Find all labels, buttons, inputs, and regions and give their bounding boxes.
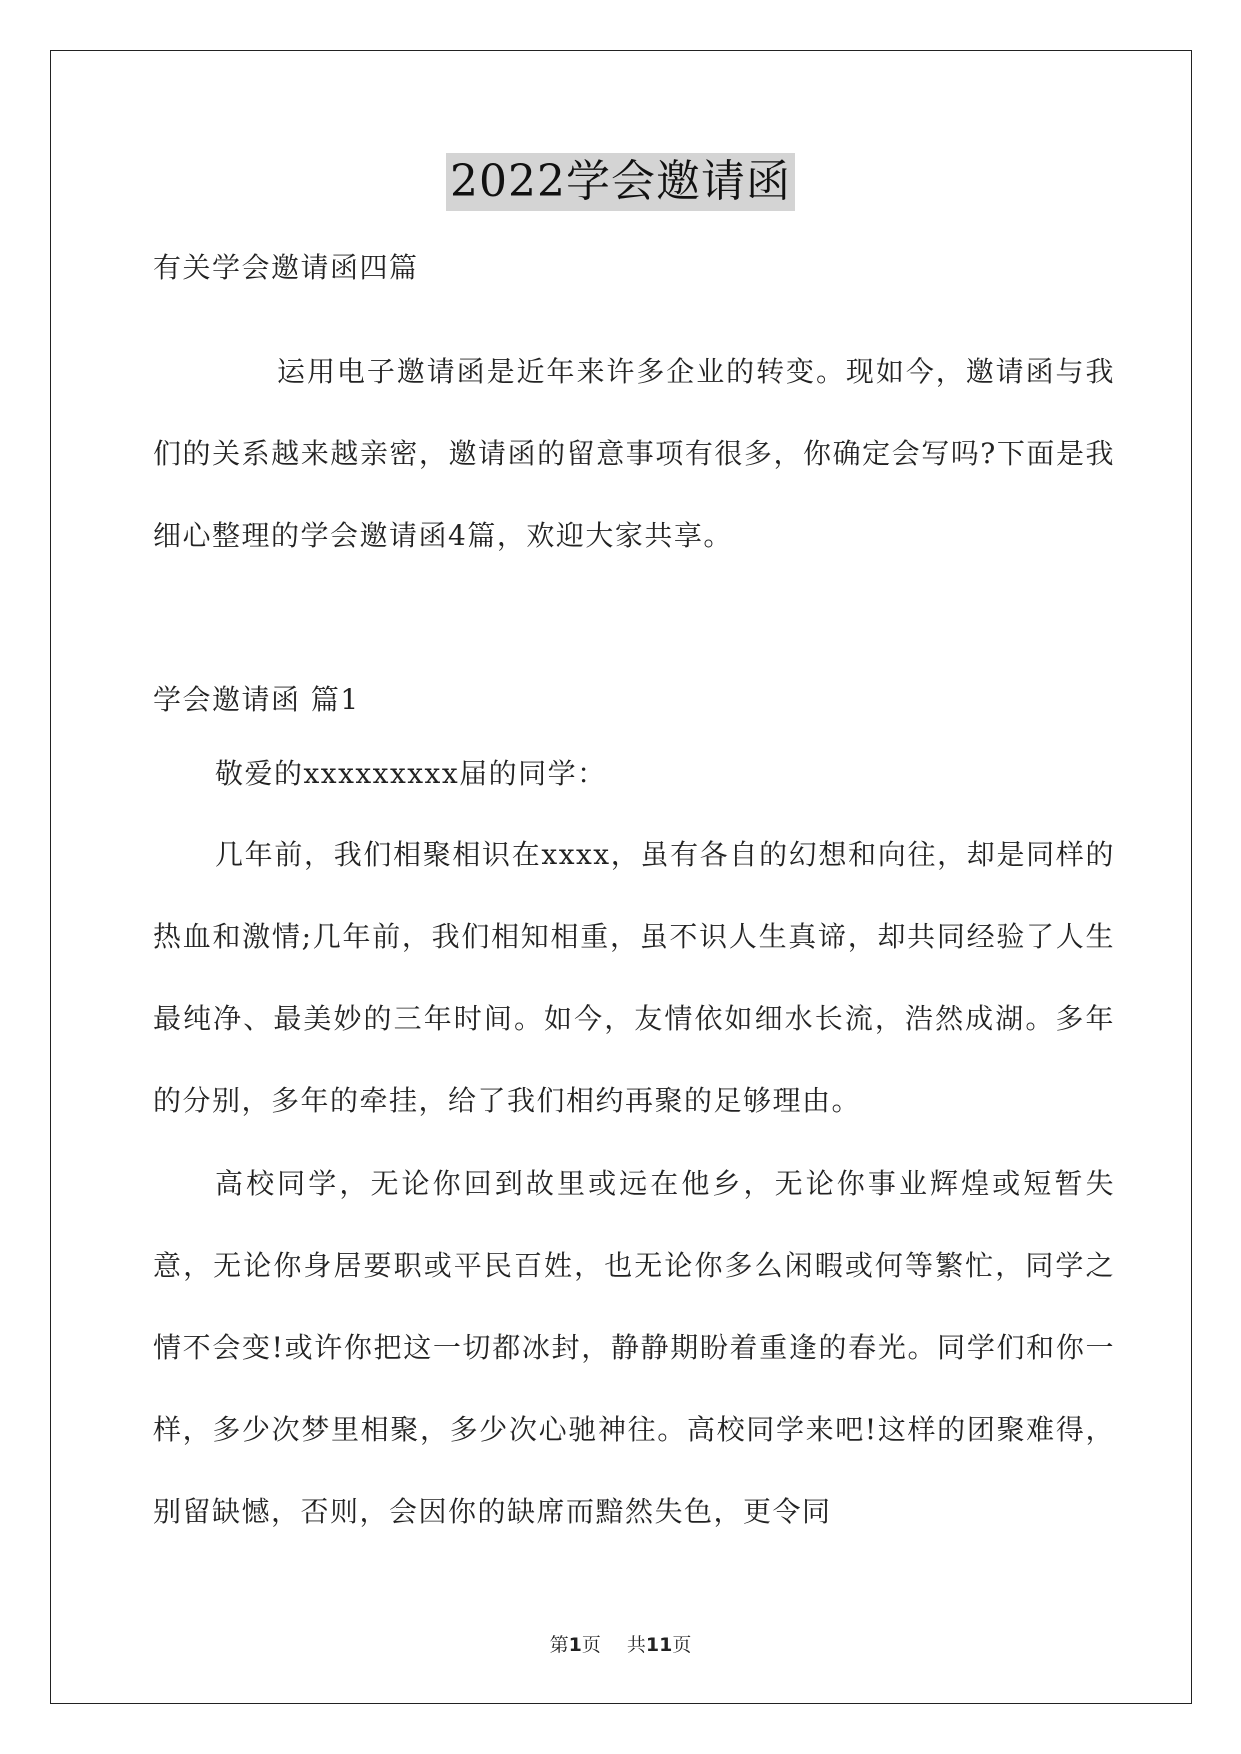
page-suffix: 页 bbox=[581, 1634, 601, 1656]
document-title: 2022学会邀请函 bbox=[446, 153, 795, 211]
section-heading: 学会邀请函 篇1 bbox=[153, 683, 360, 716]
page-prefix: 第 bbox=[549, 1634, 569, 1656]
total-pages: 11 bbox=[645, 1634, 673, 1656]
intro-paragraph: 运用电子邀请函是近年来许多企业的转变。现如今，邀请函与我们的关系越来越亲密，邀请函的留意事项有很多，你确定会写吗?下面是我细心整理的学会邀请函4篇，欢迎大家共享。 bbox=[153, 355, 1115, 552]
body-paragraph-1: 几年前，我们相聚相识在xxxx，虽有各自的幻想和向往，却是同样的热血和激情;几年前，我们相知相重，虽不识人生真谛，却共同经验了人生最纯净、最美妙的三年时间。如今，友情依如细水长流，浩然成湖。多年的分别，多年的牵挂，给了我们相约再聚的足够理由。 bbox=[153, 838, 1115, 1117]
page-number: 1 bbox=[568, 1634, 582, 1656]
page-footer bbox=[0, 1630, 1241, 1657]
total-suffix: 页 bbox=[672, 1634, 692, 1656]
body-paragraph-2: 高校同学，无论你回到故里或远在他乡，无论你事业辉煌或短暂失意，无论你身居要职或平民百姓，也无论你多么闲暇或何等繁忙，同学之情不会变!或许你把这一切都冰封，静静期盼着重逢的春光。同学们和你一样，多少次梦里相聚，多少次心驰神往。高校同学来吧!这样的团聚难得，别留缺憾，否则，会因你的缺席而黯然失色，更令同 bbox=[153, 1167, 1115, 1528]
total-prefix: 共 bbox=[626, 1634, 646, 1656]
title-container bbox=[0, 153, 1241, 211]
salutation: 敬爱的xxxxxxxxx届的同学： bbox=[215, 757, 607, 790]
document-subtitle: 有关学会邀请函四篇 bbox=[153, 251, 419, 284]
